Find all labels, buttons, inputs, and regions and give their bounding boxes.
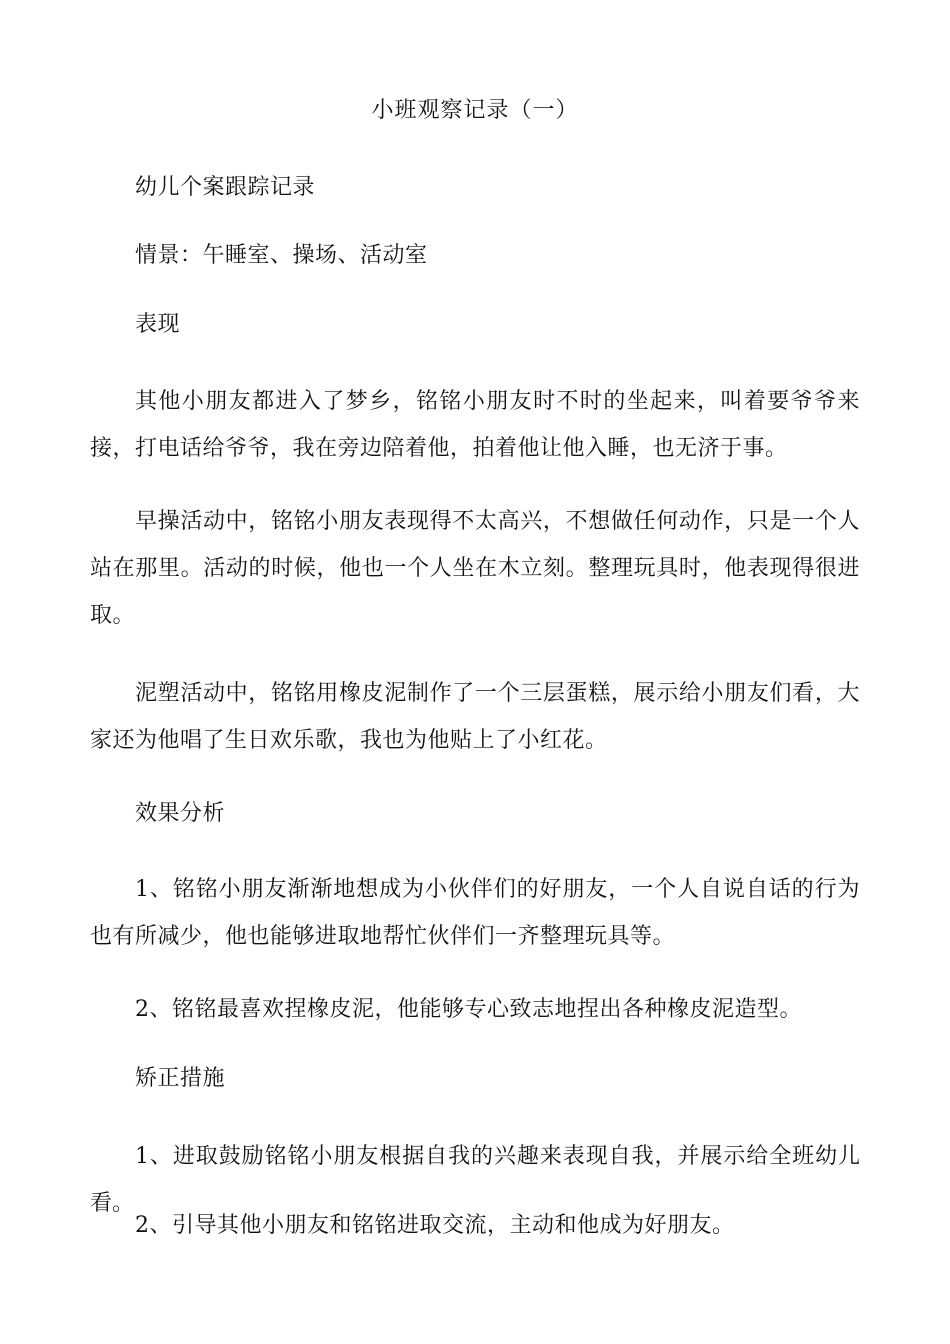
measure-item-1: 1、进取鼓励铭铭小朋友根据自我的兴趣来表现自我，并展示给全班幼儿看。	[90, 1144, 860, 1216]
section-heading-analysis: 效果分析	[135, 801, 226, 826]
section-heading-measures: 矫正措施	[135, 1066, 226, 1091]
section-heading-performance: 表现	[135, 312, 181, 337]
paragraph-clay-activity: 泥塑活动中，铭铭用橡皮泥制作了一个三层蛋糕，展示给小朋友们看，大家还为他唱了生日欢乐歌，我也为他贴上了小红花。	[90, 681, 860, 753]
section-heading-case-record: 幼儿个案跟踪记录	[135, 175, 316, 200]
analysis-item-1: 1、铭铭小朋友渐渐地想成为小伙伴们的好朋友，一个人自说自话的行为也有所减少，他也能够进取地帮忙伙伴们一齐整理玩具等。	[90, 877, 860, 949]
context-line: 情景：午睡室、操场、活动室	[135, 243, 428, 268]
paragraph-nap: 其他小朋友都进入了梦乡，铭铭小朋友时不时的坐起来，叫着要爷爷来接，打电话给爷爷，我在旁边陪着他，拍着他让他入睡，也无济于事。	[90, 389, 860, 461]
measure-item-2: 2、引导其他小朋友和铭铭进取交流，主动和他成为好朋友。	[135, 1213, 735, 1238]
analysis-item-2: 2、铭铭最喜欢捏橡皮泥，他能够专心致志地捏出各种橡皮泥造型。	[135, 997, 802, 1022]
document-title: 小班观察记录（一）	[371, 98, 579, 123]
paragraph-morning-exercise: 早操活动中，铭铭小朋友表现得不太高兴，不想做任何动作，只是一个人站在那里。活动的时候，他也一个人坐在木立刻。整理玩具时，他表现得很进取。	[90, 509, 860, 628]
